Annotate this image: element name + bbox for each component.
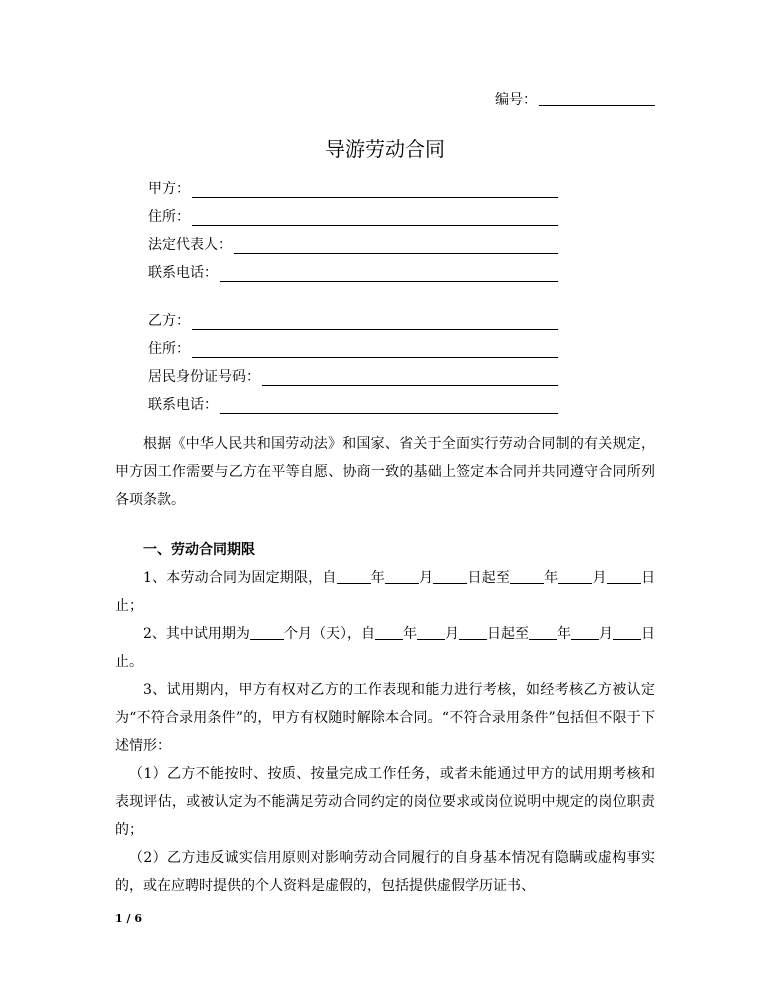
blank-line bbox=[375, 625, 403, 640]
clause-text: 年 bbox=[370, 570, 385, 586]
intro-paragraph: 根据《中华人民共和国劳动法》和国家、省关于全面实行劳动合同制的有关规定，甲方因工作需要与乙方在平等自愿、协商一致的基础上签定本合同并共同遵守合同所列各项条款。 bbox=[115, 436, 655, 508]
blank-line bbox=[529, 625, 557, 640]
blank-line bbox=[510, 569, 544, 584]
blank-line bbox=[607, 569, 641, 584]
clause-text: 月 bbox=[444, 626, 459, 642]
section-1 bbox=[115, 536, 655, 900]
clause-1-2 bbox=[115, 620, 655, 676]
clause-text: 日起至 bbox=[467, 570, 511, 586]
party-a-phone-label: 联系电话： bbox=[148, 265, 218, 281]
blank-line bbox=[234, 239, 558, 254]
party-a-address-field bbox=[148, 206, 558, 226]
party-a-rep-label: 法定代表人： bbox=[148, 237, 232, 253]
blank-line bbox=[571, 625, 599, 640]
blank-line bbox=[417, 625, 445, 640]
clause-text: 月 bbox=[592, 570, 607, 586]
blank-line bbox=[459, 625, 487, 640]
party-b-name-field bbox=[148, 310, 558, 330]
contract-number-label: 编号： bbox=[495, 92, 537, 108]
party-b-address-field bbox=[148, 338, 558, 358]
clause-1-3: 3、试用期内，甲方有权对乙方的工作表现和能力进行考核，如经考核乙方被认定为“不符合录用条件”的，甲方有权随时解除本合同。“不符合录用条件”包括但不限于下述情形： bbox=[115, 682, 655, 754]
page-number: 1 / 6 bbox=[115, 912, 142, 925]
clause-text: 日止； bbox=[115, 570, 656, 614]
clause-text: 日起至 bbox=[487, 626, 530, 642]
clause-text: 年 bbox=[544, 570, 559, 586]
blank-line bbox=[192, 343, 558, 358]
clause-text: 月 bbox=[418, 570, 434, 586]
party-a-rep-field bbox=[148, 234, 558, 254]
blank-line bbox=[220, 267, 558, 282]
blank-line bbox=[250, 625, 284, 640]
clause-1-1 bbox=[115, 564, 655, 620]
document-title: 导游劳动合同 bbox=[325, 137, 445, 161]
blank-line bbox=[385, 569, 419, 584]
party-b-id-field bbox=[148, 366, 558, 386]
party-b-name-label: 乙方： bbox=[148, 313, 190, 329]
clause-1-3-sub-2: （2）乙方违反诚实信用原则对影响劳动合同履行的自身基本情况有隐瞒或虚构事实的，或在应聘时提供的个人资料是虚假的，包括提供虚假学历证书、 bbox=[115, 850, 655, 894]
contract-body bbox=[115, 430, 655, 514]
blank-line bbox=[433, 569, 467, 584]
contract-number-blank bbox=[539, 91, 655, 106]
clause-text: 2、其中试用期为 bbox=[143, 626, 250, 642]
clause-text: 年 bbox=[557, 626, 572, 642]
party-b-address-label: 住所： bbox=[148, 341, 190, 357]
blank-line bbox=[337, 569, 371, 584]
clause-text: 日止。 bbox=[115, 626, 656, 670]
party-a-phone-field bbox=[148, 262, 558, 282]
contract-number bbox=[495, 90, 655, 110]
section-1-heading: 一、劳动合同期限 bbox=[143, 542, 255, 558]
blank-line bbox=[262, 371, 558, 386]
party-a-name-label: 甲方： bbox=[148, 181, 190, 197]
clause-text: 1、本劳动合同为固定期限，自 bbox=[143, 570, 337, 586]
blank-line bbox=[192, 211, 558, 226]
clause-text: 年 bbox=[402, 626, 417, 642]
party-b-phone-field bbox=[148, 394, 558, 414]
blank-line bbox=[220, 399, 558, 414]
blank-line bbox=[558, 569, 592, 584]
blank-line bbox=[192, 183, 558, 198]
blank-line bbox=[192, 315, 558, 330]
clause-text: 个月（天），自 bbox=[283, 626, 375, 642]
clause-1-3-sub-1: （1）乙方不能按时、按质、按量完成工作任务，或者未能通过甲方的试用期考核和表现评估，或被认定为不能满足劳动合同约定的岗位要求或岗位说明中规定的岗位职责的； bbox=[115, 766, 655, 838]
clause-text: 月 bbox=[599, 626, 614, 642]
party-b-id-label: 居民身份证号码： bbox=[148, 369, 260, 385]
party-a-address-label: 住所： bbox=[148, 209, 190, 225]
party-a-name-field bbox=[148, 178, 558, 198]
party-b-phone-label: 联系电话： bbox=[148, 397, 218, 413]
blank-line bbox=[613, 625, 641, 640]
